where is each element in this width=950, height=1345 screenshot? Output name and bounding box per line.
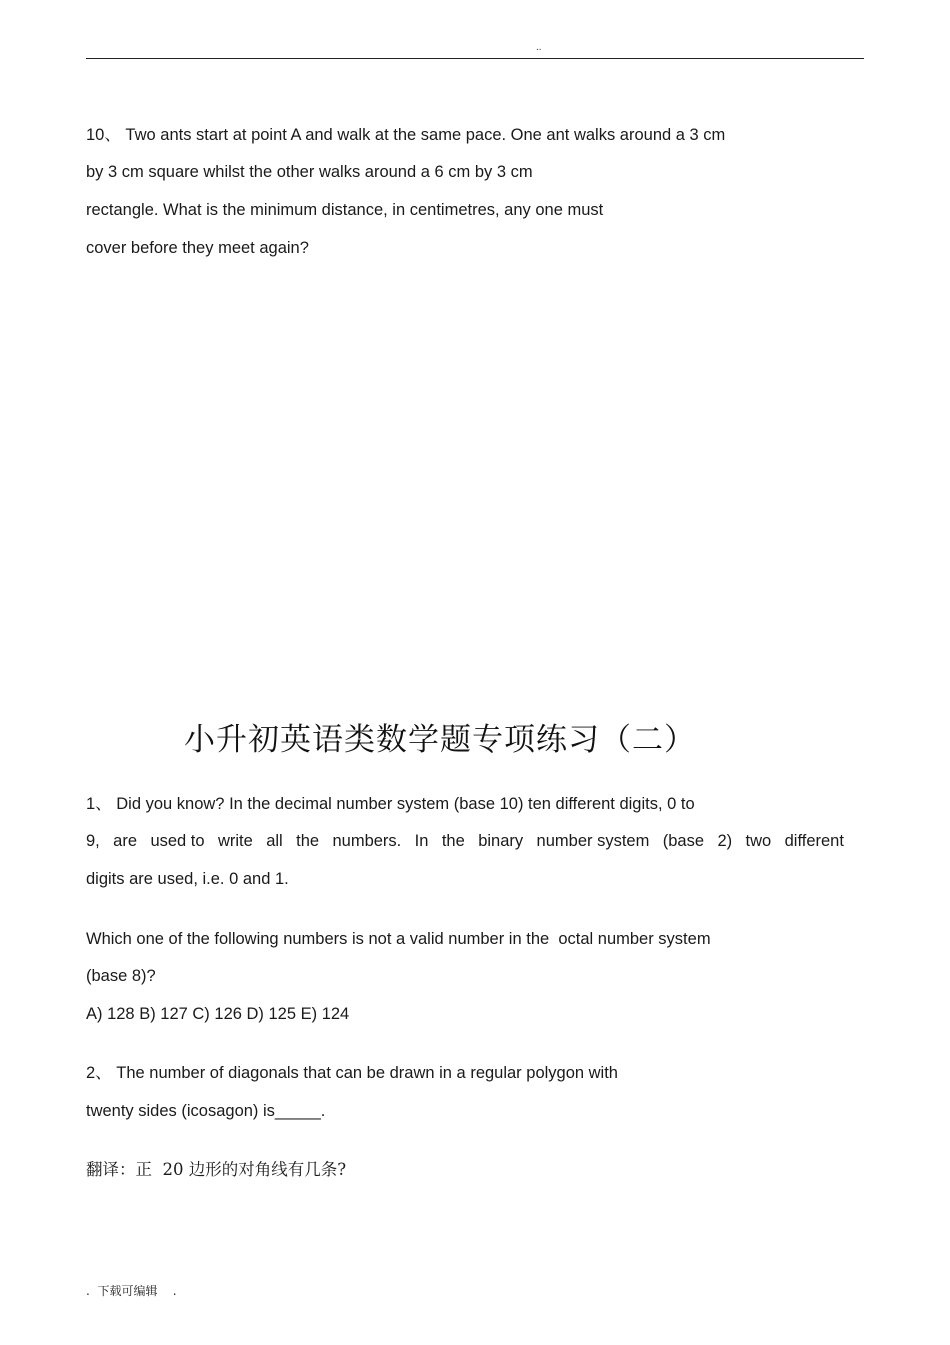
word: all	[266, 832, 283, 850]
word: binary	[478, 832, 524, 850]
word: numbers.	[332, 832, 402, 850]
question-2-translation: 翻译：正 20 边形的对角线有几条?	[86, 1160, 347, 1179]
question-1-line-1: 1、 Did you know? In the decimal number system (base 10) ten different digits, 0 to	[86, 795, 695, 813]
question-10-line-2: by 3 cm square whilst the other walks around a 6 cm by 3 cm	[86, 163, 533, 181]
word: write	[217, 832, 253, 850]
word: the	[441, 832, 465, 850]
question-10-line-3: rectangle. What is the minimum distance, in centimetres, any one must	[86, 201, 604, 219]
question-1-line-5: (base 8)?	[86, 967, 156, 985]
question-2-line-2: twenty sides (icosagon) is_____.	[86, 1102, 326, 1120]
footer-note: . 下载可编辑 .	[86, 1284, 177, 1298]
word: In	[414, 832, 429, 850]
word: the	[296, 832, 320, 850]
word: 9,	[86, 832, 100, 850]
question-1-line-4: Which one of the following numbers is not a valid number in the octal number system	[86, 930, 711, 948]
question-1-line-3: digits are used, i.e. 0 and 1.	[86, 870, 289, 888]
section-title: 小升初英语类数学题专项练习（二）	[184, 722, 696, 758]
word: are	[113, 832, 138, 850]
header-rule	[86, 58, 864, 59]
question-1-line-2	[86, 830, 844, 852]
question-2-line-1: 2、 The number of diagonals that can be drawn in a regular polygon with	[86, 1064, 618, 1082]
question-10-line-1: 10、 Two ants start at point A and walk at the same pace. One ant walks around a 3 cm	[86, 126, 726, 144]
word: (base	[662, 832, 705, 850]
word: used to	[150, 832, 205, 850]
question-10-line-4: cover before they meet again?	[86, 239, 309, 257]
question-1-options: A) 128 B) 127 C) 126 D) 125 E) 124	[86, 1005, 350, 1023]
word: number system	[536, 832, 650, 850]
header-mark: ..	[536, 42, 542, 53]
word: two	[745, 832, 772, 850]
word: 2)	[717, 832, 733, 850]
word: different	[784, 832, 844, 850]
